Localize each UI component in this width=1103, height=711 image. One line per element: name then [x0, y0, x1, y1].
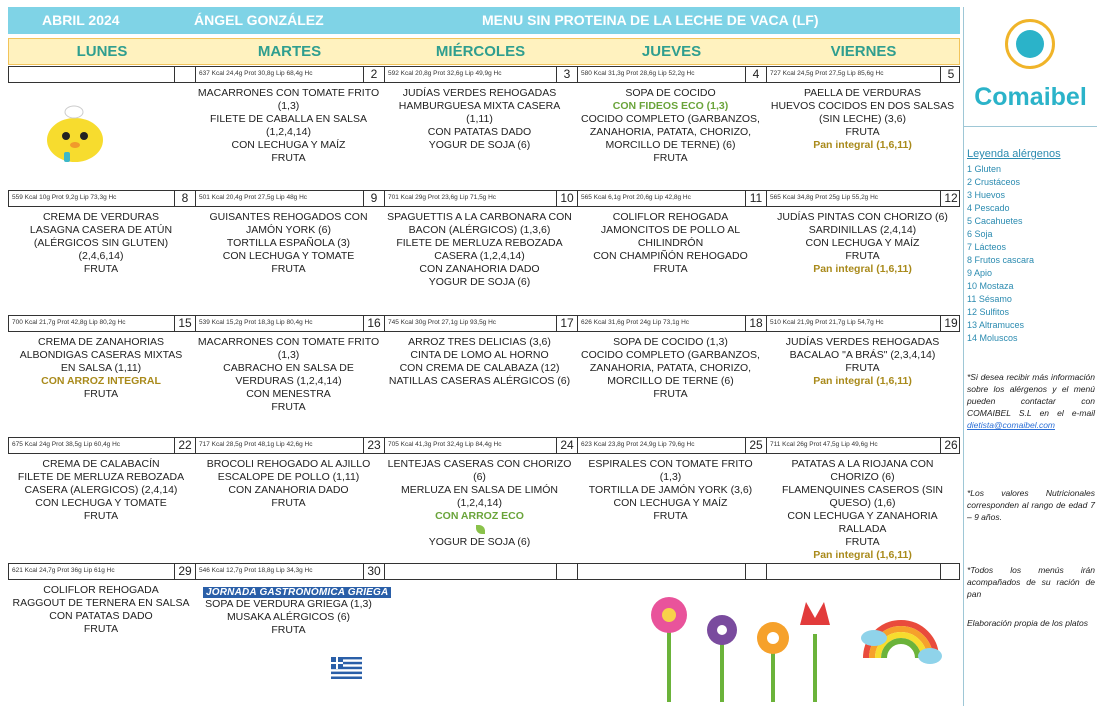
day-number	[556, 564, 577, 579]
nutrition-info: 745 Kcal 30g Prot 27,1g Lip 93,5g Hc	[384, 316, 556, 331]
nutrition-info-row	[8, 437, 960, 454]
day-number: 16	[363, 316, 384, 331]
nutrition-info-row	[8, 190, 960, 207]
menu-item: SOPA DE COCIDO (1,3)	[613, 336, 728, 348]
allergen-item: 10 Mostaza	[967, 281, 1014, 291]
nutrition-info: 701 Kcal 29g Prot 23,6g Lip 71,5g Hc	[384, 191, 556, 206]
menu-item: SARDINILLAS (2,4,14)	[808, 224, 917, 236]
menu-day	[194, 334, 383, 438]
menu-item: FRUTA	[653, 152, 688, 164]
menu-item: CON LECHUGA Y MAÍZ	[805, 237, 920, 249]
nutrition-info: 727 Kcal 24,5g Prot 27,5g Lip 85,6g Hc	[766, 67, 940, 82]
menu-item: SOPA DE COCIDO	[625, 87, 716, 99]
menu-item: FRUTA	[653, 510, 688, 522]
day-label: LUNES	[76, 43, 128, 60]
menu-item: FRUTA	[271, 401, 306, 413]
contact-note: *Si desea recibir más información sobre los alérgenos y el menú pueden contactar con COMAIBEL S.L en el e-mail dietista@comaibel.com	[967, 372, 1095, 430]
menu-item: COCIDO COMPLETO (GARBANZOS, ZANAHORIA, PATATA, CHORIZO, MORCILLO DE TERNE (6)	[581, 349, 760, 387]
menu-item: JUDÍAS VERDES REHOGADAS	[402, 87, 557, 99]
day-number: 26	[940, 438, 961, 453]
menu-item: CABRACHO EN SALSA DE VERDURAS (1,2,4,14)	[223, 362, 354, 387]
menu-day	[765, 209, 960, 316]
day-number: 15	[174, 316, 195, 331]
chick-mascot-icon	[40, 98, 110, 168]
menu-item: ALBONDIGAS CASERAS MIXTAS EN SALSA (1,11)	[19, 349, 183, 374]
menu-item: Pan integral (1,6,11)	[813, 375, 912, 387]
nutrition-info	[766, 564, 940, 579]
nutrition-info: 626 Kcal 31,6g Prot 24g Lip 73,1g Hc	[577, 316, 745, 331]
menu-item: LENTEJAS CASERAS CON CHORIZO (6)	[387, 458, 572, 483]
menu-item: FILETE DE CABALLA EN SALSA (1,2,4,14)	[210, 113, 367, 138]
day-number: 25	[745, 438, 766, 453]
day-label: MARTES	[257, 43, 322, 60]
nutrition-info: 675 Kcal 24g Prot 38,5g Lip 60,4g Hc	[12, 441, 121, 448]
logo-text: Comaibel	[974, 83, 1087, 111]
allergen-item: 12 Sulfitos	[967, 307, 1010, 317]
menu-item: CON PATATAS DADO	[49, 610, 153, 622]
email-link[interactable]: dietista@comaibel.com	[967, 420, 1055, 430]
menu-item: CON ARROZ INTEGRAL	[41, 375, 161, 387]
menu-item: RAGGOUT DE TERNERA EN SALSA	[12, 597, 190, 609]
allergen-item: 11 Sésamo	[967, 294, 1012, 304]
nutrition-info: 623 Kcal 23,8g Prot 24,9g Lip 79,6g Hc	[577, 438, 745, 453]
menu-item: JUDÍAS PINTAS CON CHORIZO (6)	[777, 211, 948, 223]
menu-item: FLAMENQUINES CASEROS (SIN QUESO) (1,6)	[781, 484, 944, 509]
menu-item: YOGUR DE SOJA (6)	[428, 139, 531, 151]
menu-day	[576, 334, 765, 438]
menu-item: CON ZANAHORIA DADO	[419, 263, 540, 275]
allergen-item: 2 Crustáceos	[967, 177, 1021, 187]
menu-item: MERLUZA EN SALSA DE LIMÓN (1,2,4,14)	[401, 484, 558, 509]
menu-item: FRUTA	[271, 624, 306, 636]
nutrition-info: 621 Kcal 24,7g Prot 36g Lip 61g Hc	[12, 567, 115, 574]
menu-item: CON CHAMPIÑÓN REHOGADO	[593, 250, 748, 262]
menu-item: FRUTA	[845, 250, 880, 262]
menu-item: HAMBURGUESA MIXTA CASERA (1,11)	[398, 100, 561, 125]
menu-item: PATATAS A LA RIOJANA CON CHORIZO (6)	[791, 458, 934, 483]
day-number	[745, 564, 766, 579]
day-number: 24	[556, 438, 577, 453]
nutrition-info: 546 Kcal 12,7g Prot 18,8g Lip 34,3g Hc	[195, 564, 363, 579]
nutrition-info: 705 Kcal 41,3g Prot 32,4g Lip 84,4g Hc	[384, 438, 556, 453]
nutrition-info: 580 Kcal 31,3g Prot 28,6g Lip 52,2g Hc	[577, 67, 745, 82]
nutrition-info: 717 Kcal 28,5g Prot 48,1g Lip 42,6g Hc	[195, 438, 363, 453]
menu-item: FILETE DE MERLUZA REBOZADA CASERA (ALERGICOS) (2,4,14)	[17, 471, 185, 496]
nutrition-info: 501 Kcal 20,4g Prot 27,5g Lip 48g Hc	[195, 191, 363, 206]
menu-day	[8, 209, 194, 316]
menu-item: PAELLA DE VERDURAS	[803, 87, 922, 99]
day-label: VIERNES	[830, 43, 897, 60]
menu-day	[576, 456, 765, 563]
menu-item: Pan integral (1,6,11)	[813, 549, 912, 561]
day-number	[940, 564, 961, 579]
logo-box	[964, 7, 1097, 127]
rainbow-illustration-icon	[860, 598, 942, 670]
day-number: 29	[174, 564, 195, 579]
menu-item: CON LECHUGA Y MAÍZ	[613, 497, 728, 509]
day-number: 9	[363, 191, 384, 206]
menu-day	[576, 85, 765, 192]
menu-item: HUEVOS COCIDOS EN DOS SALSAS (SIN LECHE) (3,6)	[770, 100, 955, 125]
nutrition-info-row	[8, 315, 960, 332]
menu-day	[765, 456, 960, 563]
menu-item: FRUTA	[83, 388, 119, 400]
menu-item: MACARRONES CON TOMATE FRITO (1,3)	[197, 336, 380, 361]
menu-item: FRUTA	[83, 510, 119, 522]
eco-noodles-label: CON FIDEOS ECO (1,3)	[612, 100, 729, 112]
menu-item: CON LECHUGA Y TOMATE	[35, 497, 167, 509]
day-number: 12	[940, 191, 961, 206]
eco-leaf-icon	[476, 525, 485, 534]
day-number	[174, 67, 195, 82]
menu-item: CREMA DE ZANAHORIAS	[37, 336, 165, 348]
nutrition-info: 559 Kcal 10g Prot 9,2g Lip 73,3g Hc	[12, 194, 117, 201]
menu-day	[765, 85, 960, 192]
day-number: 22	[174, 438, 195, 453]
day-number: 5	[940, 67, 961, 82]
allergen-item: 14 Moluscos	[967, 333, 1018, 343]
allergen-item: 7 Lácteos	[967, 242, 1007, 252]
day-number: 30	[363, 564, 384, 579]
allergen-item: 8 Frutos cascara	[967, 255, 1035, 265]
menu-item: CON LECHUGA Y TOMATE	[222, 250, 355, 262]
menu-item: MACARRONES CON TOMATE FRITO (1,3)	[197, 87, 380, 112]
menu-item: NATILLAS CASERAS ALÉRGICOS (6)	[388, 375, 571, 387]
nutrition-info	[384, 564, 556, 579]
menu-day	[383, 85, 576, 192]
menu-item: ESPIRALES CON TOMATE FRITO (1,3)	[588, 458, 753, 483]
menu-item: TORTILLA ESPAÑOLA (3)	[226, 237, 351, 249]
nutrition-info-row	[8, 66, 960, 83]
menu-item: Pan integral (1,6,11)	[813, 263, 912, 275]
menu-item: FRUTA	[271, 263, 306, 275]
menu-day	[765, 334, 960, 438]
day-number: 19	[940, 316, 961, 331]
menu-item: FRUTA	[845, 536, 880, 548]
elaboration-note: Elaboración propia de los platos	[967, 618, 1088, 628]
menu-day	[383, 334, 576, 438]
flowers-illustration-icon	[640, 590, 855, 705]
menu-item: YOGUR DE SOJA (6)	[428, 536, 531, 548]
menu-day	[8, 456, 194, 563]
day-number: 10	[556, 191, 577, 206]
menu-item: FRUTA	[653, 388, 688, 400]
menu-item: CON LECHUGA Y MAÍZ	[231, 139, 346, 151]
menu-item: TORTILLA DE JAMÓN YORK (3,6)	[588, 484, 753, 496]
menu-day	[383, 456, 576, 563]
day-number: 8	[174, 191, 195, 206]
menu-day	[383, 209, 576, 316]
day-label: MIÉRCOLES	[435, 43, 526, 60]
menu-item: CINTA DE LOMO AL HORNO	[410, 349, 549, 361]
menu-item: JAMONCITOS DE POLLO AL CHILINDRÓN	[600, 224, 741, 249]
sidebar	[963, 7, 1096, 706]
days-bar	[8, 38, 960, 65]
allergen-item: 5 Cacahuetes	[967, 216, 1023, 226]
comaibel-logo-icon	[1005, 19, 1055, 69]
menu-item: CON ZANAHORIA DADO	[228, 484, 349, 496]
student-name: ÁNGEL GONZÁLEZ	[194, 12, 324, 28]
bread-note: *Todos los menús irán acompañados de su ración de pan	[967, 565, 1095, 599]
menu-item: FRUTA	[845, 126, 880, 138]
menu-item: JUDÍAS VERDES REHOGADAS	[785, 336, 940, 348]
nutrition-info: 565 Kcal 6,1g Prot 20,6g Lip 42,8g Hc	[577, 191, 745, 206]
day-number: 2	[363, 67, 384, 82]
menu-item: Pan integral (1,6,11)	[813, 139, 912, 151]
day-number: 4	[745, 67, 766, 82]
menu-item: FRUTA	[83, 263, 119, 275]
day-label: JUEVES	[641, 43, 702, 60]
menu-item: BACALAO "A BRÁS" (2,3,4,14)	[789, 349, 936, 361]
menu-day	[194, 85, 383, 192]
menu-item: FRUTA	[845, 362, 880, 374]
menu-item: CON LECHUGA Y ZANAHORIA RALLADA	[787, 510, 938, 535]
allergen-item: 13 Altramuces	[967, 320, 1025, 330]
allergen-item: 1 Gluten	[967, 164, 1002, 174]
nutrition-info	[9, 67, 174, 82]
menu-item: YOGUR DE SOJA (6)	[428, 276, 531, 288]
nutrition-info: 539 Kcal 15,2g Prot 18,3g Lip 80,4g Hc	[195, 316, 363, 331]
menu-item: FRUTA	[271, 497, 306, 509]
menu-item: CREMA DE CALABACÍN	[42, 458, 160, 470]
nutrition-info: 510 Kcal 21,9g Prot 21,7g Lip 54,7g Hc	[766, 316, 940, 331]
header-bar	[8, 7, 960, 34]
menu-item: FRUTA	[653, 263, 688, 275]
legend-title: Leyenda alérgenos	[967, 148, 1061, 160]
allergen-item: 3 Huevos	[967, 190, 1006, 200]
menu-item: CON ARROZ ECO	[435, 510, 524, 522]
nutrition-info-row	[8, 563, 960, 580]
menu-item: ARROZ TRES DELICIAS (3,6)	[408, 336, 551, 348]
nutrition-info: 565 Kcal 34,8g Prot 25g Lip 55,2g Hc	[766, 191, 940, 206]
nutrition-info: 711 Kcal 26g Prot 47,5g Lip 49,6g Hc	[766, 438, 940, 453]
menu-item: FRUTA	[83, 623, 119, 635]
menu-item: ESCALOPE DE POLLO (1,11)	[217, 471, 360, 483]
menu-day	[576, 209, 765, 316]
menu-day	[8, 582, 194, 662]
allergen-item: 4 Pescado	[967, 203, 1010, 213]
nutrition-info	[577, 564, 745, 579]
nutrition-info: 592 Kcal 20,8g Prot 32,6g Lip 49,9g Hc	[384, 67, 556, 82]
menu-item: MUSAKA ALÉRGICOS (6)	[226, 611, 351, 623]
menu-day	[194, 209, 383, 316]
day-number: 18	[745, 316, 766, 331]
menu-item: CREMA DE VERDURAS	[42, 211, 160, 223]
nutrition-info: 637 Kcal 24,4g Prot 30,8g Lip 68,4g Hc	[195, 67, 363, 82]
menu-item: LASAGNA CASERA DE ATÚN (ALÉRGICOS SIN GLUTEN) (2,4,6,14)	[29, 224, 173, 262]
menu-item: SOPA DE VERDURA GRIEGA (1,3)	[205, 598, 372, 610]
menu-item: FRUTA	[271, 152, 306, 164]
menu-item: COLIFLOR REHOGADA	[43, 584, 159, 596]
day-number: 23	[363, 438, 384, 453]
jornada-banner: JORNADA GASTRONÓMICA GRIEGA	[203, 587, 391, 598]
menu-item: FILETE DE MERLUZA REBOZADA CASERA (1,2,4,14)	[396, 237, 563, 262]
menu-title: MENU SIN PROTEINA DE LA LECHE DE VACA (LF)	[482, 12, 819, 28]
allergen-legend	[967, 163, 1034, 345]
menu-item: CON MENESTRA	[246, 388, 331, 400]
day-number: 11	[745, 191, 766, 206]
allergen-item: 9 Apio	[967, 268, 993, 278]
day-number: 17	[556, 316, 577, 331]
menu-day	[8, 334, 194, 438]
allergen-item: 6 Soja	[967, 229, 993, 239]
menu-item: BROCOLI REHOGADO AL AJILLO	[206, 458, 371, 470]
menu-item: SPAGUETTIS A LA CARBONARA CON BACON (ALÉRGICOS) (1,3,6)	[387, 211, 572, 236]
nutrition-note: *Los valores Nutricionales corresponden al rango de edad 7 – 9 años.	[967, 488, 1095, 522]
month-label: ABRIL 2024	[42, 12, 120, 28]
menu-item: CON CREMA DE CALABAZA (12)	[399, 362, 560, 374]
menu-item: GUISANTES REHOGADOS CON JAMÓN YORK (6)	[209, 211, 368, 236]
greek-flag-icon	[331, 657, 362, 679]
menu-item: COLIFLOR REHOGADA	[612, 211, 729, 223]
menu-day	[194, 456, 383, 563]
day-number: 3	[556, 67, 577, 82]
menu-item: COCIDO COMPLETO (GARBANZOS, ZANAHORIA, PATATA, CHORIZO, MORCILLO DE TERNE) (6)	[581, 113, 760, 151]
menu-item: CON PATATAS DADO	[427, 126, 532, 138]
menu-day	[383, 582, 576, 662]
nutrition-info: 700 Kcal 21,7g Prot 42,8g Lip 80,2g Hc	[12, 319, 126, 326]
